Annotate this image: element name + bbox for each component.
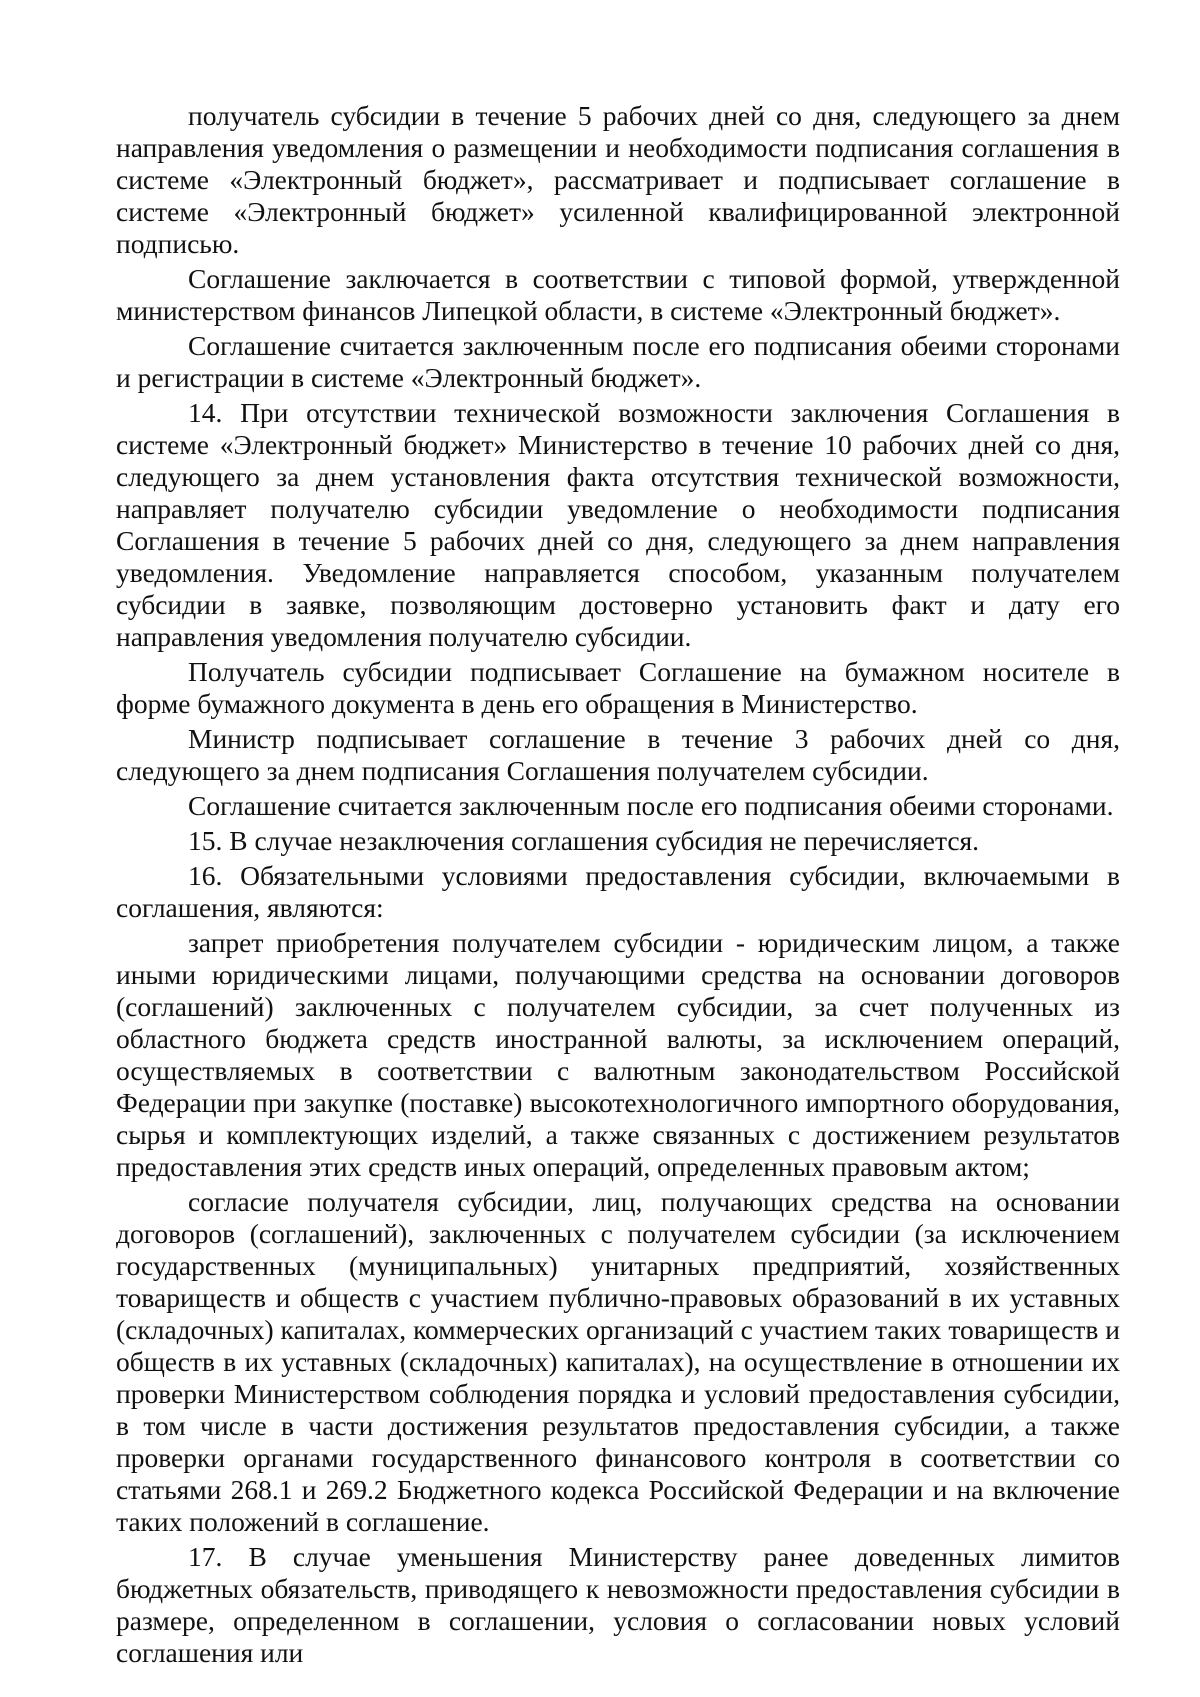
paragraph-item-17: 17. В случае уменьшения Министерству ранее доведенных лимитов бюджетных обязательств, приводящего к невозможности предоставления субсидии в размере, определенном в соглашении, условия о согласовании новых условий соглашения или <box>116 1541 1120 1668</box>
document-page <box>116 100 1120 1672</box>
paragraph-minister-signs: Министр подписывает соглашение в течение 3 рабочих дней со дня, следующего за днем подписания Соглашения получателем субсидии. <box>116 723 1120 786</box>
paragraph-item-16: 16. Обязательными условиями предоставления субсидии, включаемыми в соглашения, являются: <box>116 860 1120 923</box>
paragraph-item-14: 14. При отсутствии технической возможности заключения Соглашения в системе «Электронный бюджет» Министерство в течение 10 рабочих дней со дня, следующего за днем установления факта отсутствия технической возможности, направляет получателю субсидии уведомление о необходимости подписания Соглашения в течение 5 рабочих дней со дня, следующего за днем направления уведомления. Уведомление направляется способом, указанным получателем субсидии в заявке, позволяющим достоверно установить факт и дату его направления уведомления получателю субсидии. <box>116 397 1120 652</box>
paragraph-audit-consent: согласие получателя субсидии, лиц, получающих средства на основании договоров (соглашений), заключенных с получателем субсидии (за исключением государственных (муниципальных) унитарных предприятий, хозяйственных товариществ и обществ с участием публично-правовых образований в их уставных (складочных) капиталах, коммерческих организаций с участием таких товариществ и обществ в их уставных (складочных) капиталах), на осуществление в отношении их проверки Министерством соблюдения порядка и условий предоставления субсидии, в том числе в части достижения результатов предоставления субсидии, а также проверки органами государственного финансового контроля в соответствии со статьями 268.1 и 269.2 Бюджетного кодекса Российской Федерации и на включение таких положений в соглашение. <box>116 1186 1120 1537</box>
paragraph-agreement-concluded: Соглашение считается заключенным после его подписания обеими сторонами и регистрации в системе «Электронный бюджет». <box>116 330 1120 393</box>
paragraph-paper-signing: Получатель субсидии подписывает Соглашение на бумажном носителе в форме бумажного документа в день его обращения в Министерство. <box>116 656 1120 719</box>
paragraph-currency-prohibition: запрет приобретения получателем субсидии - юридическим лицом, а также иными юридическими лицами, получающими средства на основании договоров (соглашений) заключенных с получателем субсидии, за счет полученных из областного бюджета средств иностранной валюты, за исключением операций, осуществляемых в соответствии с валютным законодательством Российской Федерации при закупке (поставке) высокотехнологичного импортного оборудования, сырья и комплектующих изделий, а также связанных с достижением результатов предоставления этих средств иных операций, определенных правовым актом; <box>116 927 1120 1182</box>
paragraph-item-15: 15. В случае незаключения соглашения субсидия не перечисляется. <box>188 825 980 856</box>
paragraph-concluded-both-parties: Соглашение считается заключенным после его подписания обеими сторонами. <box>188 790 1114 821</box>
paragraph-typical-form: Соглашение заключается в соответствии с типовой формой, утвержденной министерством финансов Липецкой области, в системе «Электронный бюджет». <box>116 263 1120 326</box>
paragraph-signing-period: получатель субсидии в течение 5 рабочих дней со дня, следующего за днем направления уведомления о размещении и необходимости подписания соглашения в системе «Электронный бюджет», рассматривает и подписывает соглашение в системе «Электронный бюджет» усиленной квалифицированной электронной подписью. <box>116 100 1120 259</box>
